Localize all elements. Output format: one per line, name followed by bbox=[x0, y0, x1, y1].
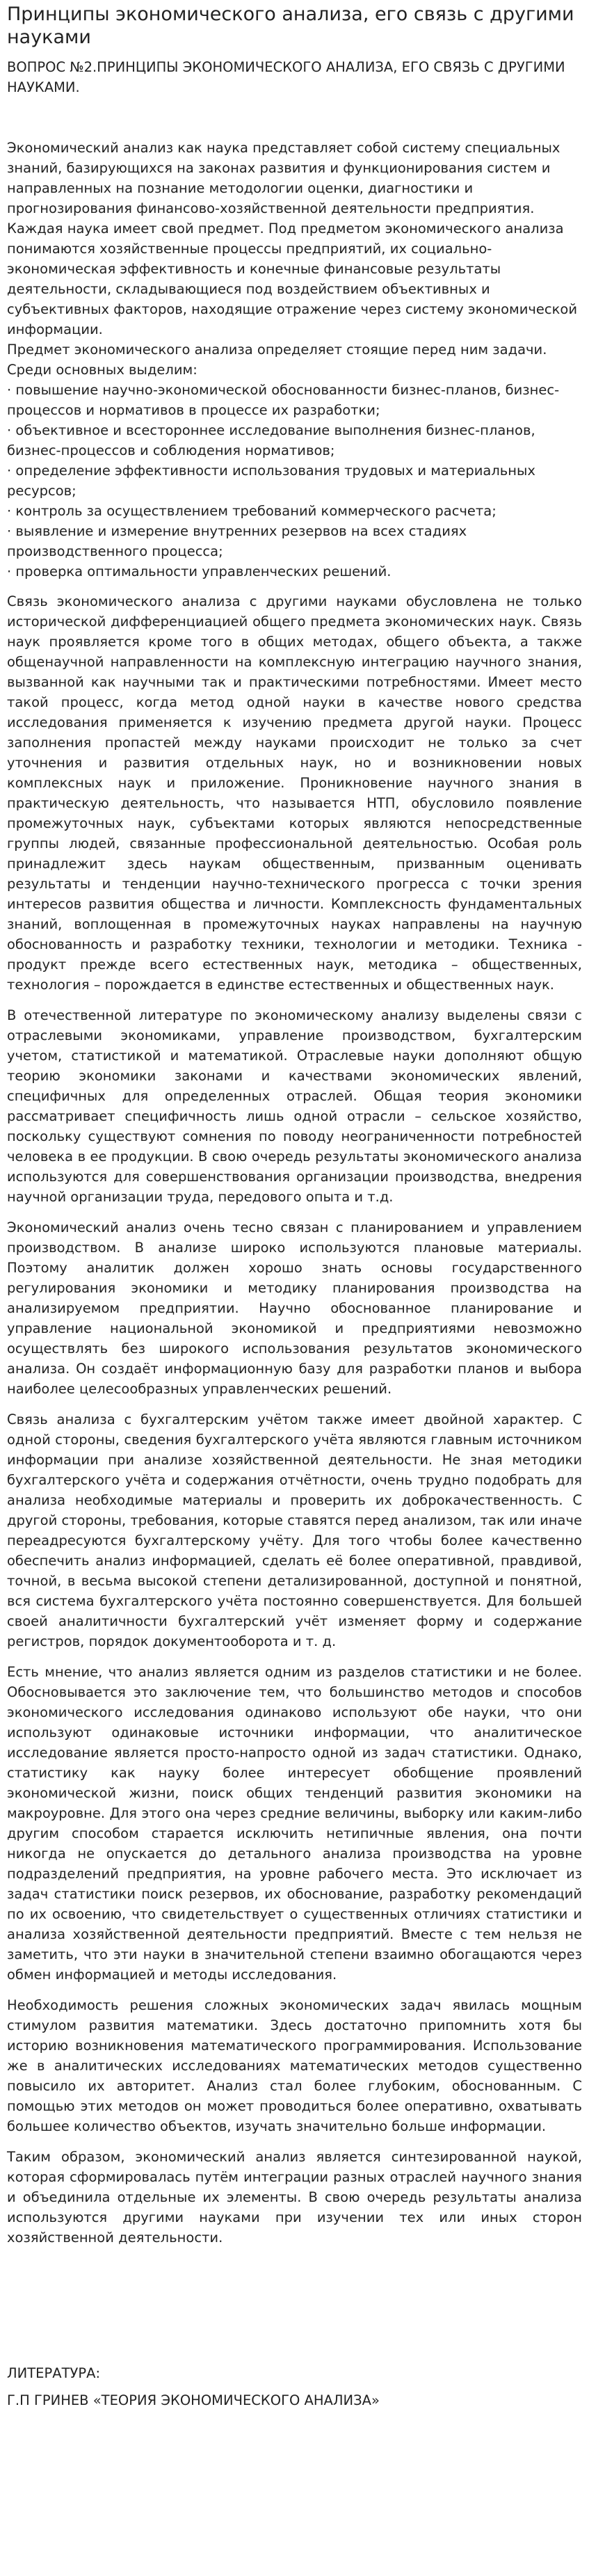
body-paragraph: Связь экономического анализа с другими науками обусловлена не только исторической дифференциацией общего предмета экономических наук. Связь наук проявляется кроме того в общих методах, общего объекта, а также общенаучной направленности на комплексную интеграцию научного знания, вызванной как научными так и практическими потребностями. Имеет место такой процесс, когда метод одной науки в качестве нового средства исследования применяется к изучению предмета другой науки. Процесс заполнения пропастей между науками происходит не только за счет уточнения и развития отдельных наук, но и возникновении новых комплексных наук и приложение. Проникновение научного знания в практическую деятельность, что называется НТП, обусловило появление промежуточных наук, субъектами которых являются непосредственные группы людей, связанные профессиональной деятельностью. Особая роль принадлежит здесь наукам общественным, призванным оценивать результаты и тенденции научно-технического прогресса с точки зрения интересов развития общества и личности. Комплексность фундаментальных знаний, воплощенная в промежуточных науках направлены на научную обоснованность и разработку техники, технологии и методики. Техника - продукт прежде всего естественных наук, методика – общественных, технология – порождается в единстве естественных и общественных наук. bbox=[7, 593, 582, 993]
task-item: · объективное и всестороннее исследование выполнения бизнес-планов, бизнес-процессов и соблюдения нормативов; bbox=[7, 422, 535, 458]
body-paragraph: Необходимость решения сложных экономических задач явилась мощным стимулом развития математики. Здесь достаточно припомнить хотя бы историю возникновения математического программирования. Использование же в аналитических исследованиях математических методов существенно повысило их авторитет. Анализ стал более глубоким, обоснованным. С помощью этих методов он может проводиться более оперативно, охватывать большее количество объектов, изучать значительно больше информации. bbox=[7, 1997, 582, 2134]
literature-label: ЛИТЕРАТУРА: bbox=[7, 2365, 101, 2381]
task-item: · контроль за осуществлением требований коммерческого расчета; bbox=[7, 503, 497, 519]
body-paragraph: Связь анализа с бухгалтерским учётом также имеет двойной характер. С одной стороны, сведения бухгалтерского учёта являются главным источником информации при анализе хозяйственной деятельности. Не зная методики бухгалтерского учёта и содержания отчётности, очень трудно подобрать для анализа необходимые материалы и проверить их доброкачественность. С другой стороны, требования, которые ставятся перед анализом, так или иначе переадресуются бухгалтерскому учёту. Для того чтобы более качественно обеспечить анализ информацией, сделать её более оперативной, правдивой, точной, в весьма высокой степени детализированной, доступной и понятной, вся система бухгалтерского учёта постоянно совершенствуется. Для большей своей аналитичности бухгалтерский учёт изменяет форму и содержание регистров, порядок документооборота и т. д. bbox=[7, 1411, 582, 1649]
intro-line: Экономический анализ как наука представляет собой систему специальных знаний, базирующихся на законах развития и функционирования систем и направленных на познание методологии оценки, диагностики и прогнозирования финансово-хозяйственной деятельности предприятия. bbox=[7, 140, 560, 216]
intro-line: Предмет экономического анализа определяет стоящие перед ним задачи. Среди основных выделим: bbox=[7, 342, 547, 378]
body-paragraph: Таким образом, экономический анализ является синтезированной наукой, которая сформировалась путём интеграции разных отраслей научного знания и объединила отдельные их элементы. В свою очередь результаты анализа используются другими науками при изучении тех или иных сторон хозяйственной деятельности. bbox=[7, 2149, 582, 2246]
intro-block bbox=[7, 138, 582, 582]
body-paragraph: Есть мнение, что анализ является одним из разделов статистики и не более. Обосновывается это заключение тем, что большинство методов и способов экономического исследования одинаково используют обе науки, что они используют одинаковые источники информации, что аналитическое исследование является просто-напросто одной из задач статистики. Однако, статистику как науку более интересует обобщение проявлений экономической жизни, поиск общих тенденций развития экономики на макроуровне. Для этого она через средние величины, выборку или каким-либо другим способом старается исключить нетипичные явления, она почти никогда не опускается до детального анализа производства на уровне подразделений предприятия, на уровне рабочего места. Это исключает из задач статистики поиск резервов, их обоснование, разработку рекомендаций по их освоению, что свидетельствует о существенных отличиях статистики и анализа хозяйственной деятельности предприятий. Вместе с тем нельзя не заметить, что эти науки в значительной степени взаимно обогащаются через обмен информацией и методы исследования. bbox=[7, 1664, 582, 1983]
task-item: · проверка оптимальности управленческих решений. bbox=[7, 563, 392, 579]
task-item: · повышение научно-экономической обоснованности бизнес-планов, бизнес-процессов и нормативов в процессе их разработки; bbox=[7, 382, 560, 418]
question-heading: ВОПРОС №2.ПРИНЦИПЫ ЭКОНОМИЧЕСКОГО АНАЛИЗА, ЕГО СВЯЗЬ С ДРУГИМИ НАУКАМИ. bbox=[7, 59, 565, 95]
intro-line: Каждая наука имеет свой предмет. Под предметом экономического анализа понимаются хозяйственные процессы предприятий, их социально-экономическая эффективность и конечные финансовые результаты деятельности, складывающиеся под воздействием объективных и субъективных факторов, находящие отражение через систему экономической информации. bbox=[7, 221, 578, 337]
body-paragraph: Экономический анализ очень тесно связан с планированием и управлением производством. В анализе широко используются плановые материалы. Поэтому аналитик должен хорошо знать основы государственного регулирования экономики и методику планирования производства на анализируемом предприятии. Научно обоснованное планирование и управление национальной экономикой и предприятиями невозможно осуществлять без широкого использования результатов экономического анализа. Он создаёт информационную базу для разработки планов и выбора наиболее целесообразных управленческих решений. bbox=[7, 1219, 582, 1397]
task-item: · определение эффективности использования трудовых и материальных ресурсов; bbox=[7, 463, 535, 499]
body-paragraph: В отечественной литературе по экономическому анализу выделены связи с отраслевыми экономиками, управление производством, бухгалтерским учетом, статистикой и математикой. Отраслевые науки дополняют общую теорию экономики законами и качествами экономических явлений, специфичных для определенных отраслей. Общая теория экономики рассматривает специфичность лишь одной отрасли – сельское хозяйство, поскольку существуют сомнения по поводу неограниченности потребностей человека в ее продукции. В свою очередь результаты экономического анализа используются для совершенствования организации производства, внедрения научной организации труда, передового опыта и т.д. bbox=[7, 1007, 582, 1205]
page-title: Принципы экономического анализа, его связь с другими науками bbox=[7, 3, 574, 48]
task-item: · выявление и измерение внутренних резервов на всех стадиях производственного процесса; bbox=[7, 523, 467, 559]
literature-item: Г.П ГРИНЕВ «ТЕОРИЯ ЭКОНОМИЧЕСКОГО АНАЛИЗА» bbox=[7, 2392, 380, 2408]
